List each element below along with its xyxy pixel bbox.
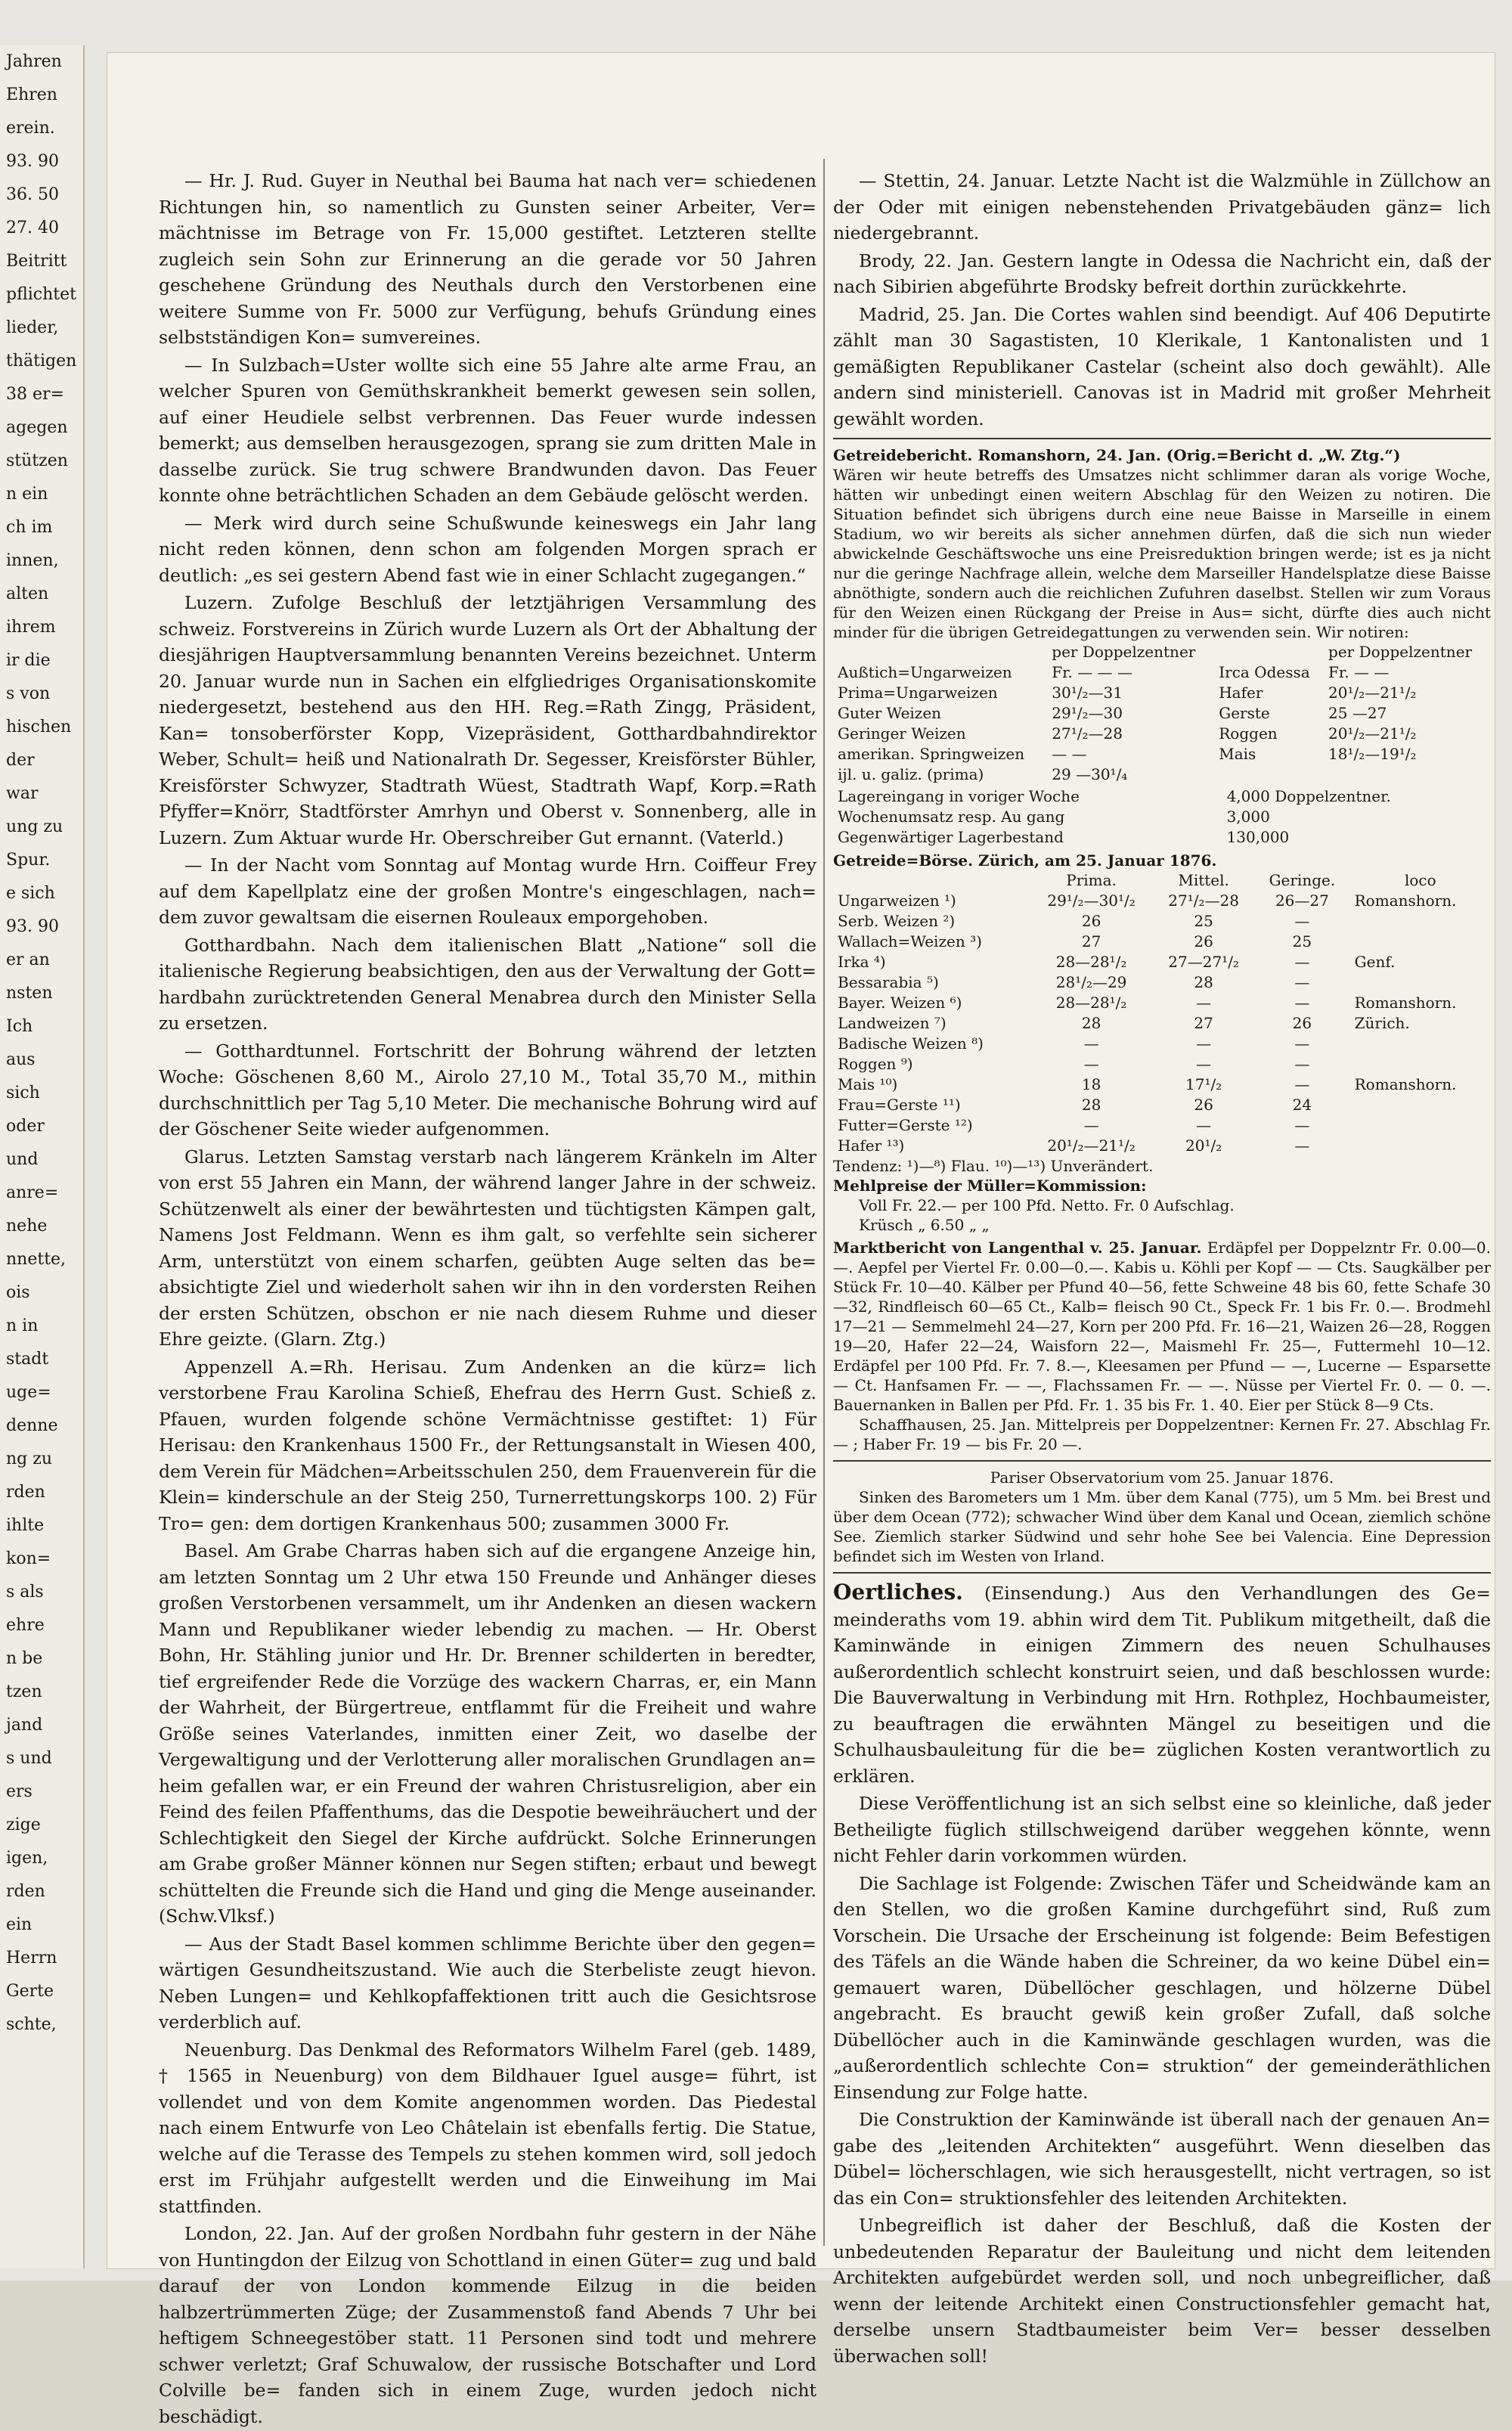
prev-page-fragment: denne — [6, 1416, 58, 1435]
bourse-grain: Landweizen ⁷) — [838, 1014, 947, 1032]
stock-row — [833, 827, 1491, 848]
article-sulzbach: — In Sulzbach=Uster wollte sich eine 55 Jahre alte arme Frau, an welcher Spuren von Gemüthskrankheit bemerkt gewesen sein sollen, auf einer Heudiele selbst verbrennen. Das Feuer wurde indessen bemerkt; aus demselben herausgezogen, sprang sie zum dritten Male in dasselbe zurück. Sie trug schwere Brandwunden davon. Das Feuer konnte ohne beträchtlichen Schaden an dem Gebäude gelöscht werden. — [159, 354, 816, 506]
bourse-row — [833, 891, 1491, 911]
bourse-price: 26 — [1081, 912, 1101, 930]
grain-price: 25 —27 — [1328, 704, 1387, 722]
prev-page-fragment: ois — [6, 1283, 30, 1302]
prev-page-fragment: Spur. — [6, 851, 51, 870]
bourse-row — [833, 1115, 1491, 1136]
prev-page-fragment: Gerte — [6, 1982, 54, 2001]
grain-name: Guter Weizen — [838, 704, 942, 722]
prev-page-fragment: ihlte — [6, 1516, 45, 1535]
prev-page-fragment: lieder, — [6, 318, 59, 337]
bourse-price: — — [1083, 1055, 1099, 1073]
bourse-price: — — [1294, 1075, 1310, 1093]
bourse-row — [833, 952, 1491, 972]
prev-page-fragment: nehe — [6, 1217, 48, 1236]
stock-label: Wochenumsatz resp. Au gang — [838, 808, 1065, 826]
prev-page-fragment: stadt — [6, 1350, 49, 1369]
bourse-row — [833, 932, 1491, 952]
markt-text: Erdäpfel per Doppelzntr Fr. 0.00—0.—. Aepfel per Viertel Fr. 0.00—0.—. Kabis u. Köhli per Kopf — — Cts. Saugkälber per Stück Fr. 10—40. Kälber per Pfund 40—56, fette Schweine 48 bis 60, fette Schafe 30—32, Rindfleisch 60—65 Ct., Kalb= fleisch 90 Ct., Speck Fr. 1 bis Fr. 0.—. Brodmehl 17—21 — Semmelmehl 24—27, Korn per 200 Pfd. Fr. 16—21, Waizen 26—28, Roggen 19—20, Hafer 22—24, Waisforn 22—, Maismehl Fr. 25—, Futtermehl 10—12. Erdäpfel per 100 Pfd. Fr. 7. 8.—, Kleesamen per Pfund — —, Lucerne — Esparsette — Ct. Hanfsamen Fr. — —, Flachssamen Fr. — —. Nüsse per Viertel Fr. 0. — 0. —. Bauernanken in Ballen per Pfd. Fr. 1. 35 bis Fr. 1. 40. Eier per Stück 8—9 Cts. — [833, 1239, 1492, 1414]
bourse-row — [833, 1095, 1491, 1115]
bourse-row — [833, 993, 1491, 1013]
bourse-price: — — [1196, 994, 1212, 1012]
grain-name: Prima=Ungarweizen — [838, 684, 998, 702]
stock-value: 4,000 Doppelzentner. — [1226, 787, 1391, 805]
prev-page-fragment: s und — [6, 1749, 52, 1768]
article-luzern: Luzern. Zufolge Beschluß der letztjährigen Versammlung des schweiz. Forstvereins in Zürich wurde Luzern als Ort der Abhaltung der diesjährigen Hauptversammlung benannten Vereins bezeichnet. Unterm 20. Januar wurde nun in Sachen ein elfgliedriges Organisationskomite niedergesetzt, bestehend aus den HH. Reg.=Rath Zingg, Präsident, Kan= tonsoberförster Kopp, Vizepräsident, Gotthardbahndirektor Weber, Schult= heiß und Nationalrath Dr. Segesser, Kreisförster Bühler, Kreisförster Schwyzer, Stadtrath Wüest, Stadtrath Wapf, Korp.=Rath Pfyffer=Knörr, Stadtförster Amrhyn und Oberst v. Sonnenberg, alle in Luzern. Zum Aktuar wurde Hr. Oberschreiber Gut ernannt. (Vaterld.) — [159, 592, 816, 848]
mehl-line-2: Krüsch „ 6.50 „ „ — [859, 1216, 990, 1234]
bourse-price: 27—27¹/₂ — [1168, 953, 1239, 971]
grain-row — [833, 764, 1491, 785]
prev-page-fragment: thätigen — [6, 352, 77, 371]
prev-page-fragment: s als — [6, 1583, 44, 1602]
prev-page-fragment: Herrn — [6, 1949, 57, 1967]
bourse-location — [1350, 1054, 1491, 1074]
bourse-location — [1350, 1095, 1491, 1115]
bourse-location: Romanshorn. — [1354, 1075, 1457, 1093]
prev-page-fragment: Beitritt — [6, 252, 67, 271]
article-coiffeur: — In der Nacht vom Sonntag auf Montag wurde Hrn. Coiffeur Frey auf dem Kapellplatz eine der großen Montre's eingeschlagen, nach= dem zuvor gewaltsam die eisernen Rouleaux emporgehoben. — [159, 854, 816, 928]
bourse-price: — — [1196, 1034, 1212, 1053]
bourse-grain: Bayer. Weizen ⁶) — [838, 994, 962, 1012]
bourse-price: 20¹/₂ — [1185, 1136, 1222, 1155]
article-stettin: — Stettin, 24. Januar. Letzte Nacht ist die Walzmühle in Züllchow an der Oder mit einigen nebenstehenden Privatgebäuden gänz= lich niedergebrannt. — [833, 170, 1491, 243]
bourse-price: 26 — [1194, 1096, 1213, 1114]
prev-page-fragment: Ehren — [6, 85, 57, 104]
previous-page-edge — [0, 45, 85, 2268]
bourse-grain: Roggen ⁹) — [838, 1055, 913, 1073]
grain-name: Gerste — [1219, 704, 1270, 722]
bourse-price: 27¹/₂—28 — [1168, 891, 1239, 910]
bourse-price: 28—28¹/₂ — [1055, 994, 1127, 1012]
article-brody: Brody, 22. Jan. Gestern langte in Odessa die Nachricht ein, daß der nach Sibirien abgeführte Brodsky befreit dorthin zurückkehrte. — [833, 250, 1491, 297]
mehl-line-1: Voll Fr. 22.— per 100 Pfd. Netto. Fr. 0 Aufschlag. — [859, 1196, 1235, 1214]
prev-page-fragment: s von — [6, 684, 51, 703]
pariser-text: Sinken des Barometers um 1 Mm. über dem Kanal (775), um 5 Mm. bei Brest und über dem Ocean (772); schwacher Wind über dem Kanal und Ocean, ziemlich schöne See. Ziemlich starker Südwind und sehr hohe See bei Valencia. Eine Depression befindet sich im Westen von Irland. — [833, 1488, 1491, 1565]
prev-page-fragment: jand — [6, 1716, 43, 1735]
prev-page-fragment: der — [6, 751, 35, 770]
bourse-row — [833, 1074, 1491, 1095]
markt-heading: Marktbericht von Langenthal v. 25. Januar. — [833, 1239, 1202, 1257]
stock-row — [833, 807, 1491, 827]
prev-page-fragment: war — [6, 784, 39, 803]
bourse-price: 26—27 — [1275, 891, 1329, 910]
article-glarus: Glarus. Letzten Samstag verstarb nach längerem Kränkeln im Alter von erst 55 Jahren ein Mann, der während langer Jahre in der schweiz. Schützenwelt als einer der bewährtesten und tüchtigsten Kämpen galt, Namens Jost Feldmann. Wenn es ihm galt, so verfehlte sein sicherer Arm, unterstützt von einem scharfen, geübten Auge selten das be= absichtigte Ziel und wiederholt sahen wir ihn in den vordersten Reihen der ersten Schützen, obschon er nie nach diesem Ruhme und dieser Ehre geizte. (Glarn. Ztg.) — [159, 1146, 816, 1350]
prev-page-fragment: innen, — [6, 551, 59, 570]
bourse-price: — — [1083, 1034, 1099, 1053]
prev-page-fragment: er an — [6, 950, 50, 969]
bourse-grain: Serb. Weizen ²) — [838, 912, 956, 930]
markt-report — [833, 1238, 1491, 1415]
bourse-row — [833, 1054, 1491, 1074]
prev-page-fragment: oder — [6, 1117, 45, 1136]
prev-page-fragment: ehre — [6, 1616, 45, 1635]
grain-price: 29¹/₂—30 — [1052, 704, 1123, 722]
prev-page-fragment: e sich — [6, 884, 55, 903]
grain-name: Hafer — [1219, 684, 1263, 702]
bourse-table — [833, 870, 1491, 1156]
article-basel-health: — Aus der Stadt Basel kommen schlimme Berichte über den gegen= wärtigen Gesundheitszustand. Wie auch die Sterbeliste zeugt hievon. Neben Lungen= und Kehlkopfaffektionen tritt auch die Gesichtsrose verderblich auf. — [159, 1933, 816, 2033]
bourse-location: Zürich. — [1354, 1014, 1410, 1032]
bourse-price: 28 — [1194, 973, 1213, 991]
stock-label: Lagereingang in voriger Woche — [838, 787, 1080, 805]
bourse-location: Romanshorn. — [1354, 994, 1457, 1012]
prev-page-fragment: rden — [6, 1483, 45, 1502]
prev-page-fragment: uge= — [6, 1383, 51, 1402]
oertliches-p3: Die Sachlage ist Folgende: Zwischen Täfer und Scheidwände kam an den Stellen, wo die großen Kamine durchgeführt sind, Ruß zum Vorschein. Die Ursache der Erscheinung ist folgende: Beim Befestigen des Täfels an die Wände haben die Schreiner, da wo keine Dübel ein= gemauert waren, Dübellöcher geschlagen, und hölzerne Dübel angebracht. Es braucht gewiß kein großer Zufall, daß solche Dübellöcher auch in die Kaminwände geschlagen wurden, was die „außerordentlich schlechte Con= struktion“ der gemeinderäthlichen Einsendung zur Folge hatte. — [833, 1872, 1491, 2103]
bourse-location — [1350, 1115, 1491, 1136]
grain-price: — — — [1052, 745, 1087, 763]
article-guyer: — Hr. J. Rud. Guyer in Neuthal bei Bauma hat nach ver= schiedenen Richtungen hin, so namentlich zu Gunsten seiner Arbeiter, Ver= mächtnisse im Betrage von Fr. 15,000 gestiftet. Letzteren stellte zugleich sein Sohn zur Erinnerung an die gerade vor 50 Jahren geschehene Gründung des Neuthals durch den Verstorbenen eine weitere Summe von Fr. 5000 zur Verfügung, behufs Gründung eines selbstständigen Kon= sumvereines. — [159, 170, 816, 348]
bourse-grain: Badische Weizen ⁸) — [838, 1034, 984, 1053]
prev-page-fragment: ng zu — [6, 1450, 53, 1468]
grain-row — [833, 683, 1491, 703]
bourse-column-header: Geringe. — [1269, 871, 1336, 889]
bourse-column-header: Prima. — [1066, 871, 1117, 889]
prev-page-fragment: hischen — [6, 718, 72, 736]
bourse-price: — — [1294, 994, 1310, 1012]
bourse-price: 28 — [1081, 1014, 1101, 1032]
bourse-price: 27 — [1081, 932, 1101, 950]
grain-price — [1324, 764, 1491, 785]
stock-value: 3,000 — [1226, 808, 1270, 826]
prev-page-fragment: n in — [6, 1316, 39, 1335]
prev-page-fragment: 36. 50 — [6, 185, 59, 204]
grain-price: 20¹/₂—21¹/₂ — [1328, 684, 1417, 702]
article-merk: — Merk wird durch seine Schußwunde keineswegs ein Jahr lang nicht reden können, denn schon am folgenden Morgen sprach er deutlich: „es sei gestern Abend fast wie in einer Schlacht zugegangen.“ — [159, 512, 816, 586]
grain-price: 27¹/₂—28 — [1052, 724, 1123, 743]
prev-page-fragment: kon= — [6, 1549, 51, 1568]
grain-price: 20¹/₂—21¹/₂ — [1328, 724, 1417, 743]
prev-page-fragment: anre= — [6, 1183, 59, 1202]
stock-label: Gegenwärtiger Lagerbestand — [838, 828, 1064, 846]
prev-page-fragment: ung zu — [6, 817, 64, 836]
bourse-column-header: Mittel. — [1178, 871, 1229, 889]
oertliches-p4: Die Construktion der Kaminwände ist überall nach der genauen An= gabe des „leitenden Architekten“ ausgeführt. Wenn dieselben das Dübel= löcherschlagen, wie sich herausgestellt, nicht vertragen, so ist das ein Con= struktionsfehler des leitenden Architekten. — [833, 2109, 1491, 2209]
grain-report-text: Wären wir heute betreffs des Umsatzes nicht schlimmer daran als vorige Woche, hätten wir unbedingt einen weitern Abschlag für den Weizen zu notiren. Die Situation befindet sich übrigens durch eine neue Baisse in Marseille in einem Stadium, wo wir bereits als sicher annehmen dürfen, daß die sich nun wieder abwickelnde Geschäftswoche uns eine Preisreduktion bringen werde; ist es ja nicht nur die geringe Nachfrage allein, welche dem Marseiller Handelsplatze diese Baisse abnöthigte, sondern auch die reichlichen Zufuhren daselbst. Stellen wir zum Voraus für den Weizen einen Rückgang der Preise in Aus= sicht, dürfte dies auch nicht minder für die übrigen Getreidegattungen zu verwenden sein. Wir notiren: — [833, 466, 1491, 641]
bourse-price: 28¹/₂—29 — [1055, 973, 1127, 991]
column-rule — [823, 159, 825, 2246]
grain-name: Geringer Weizen — [838, 724, 966, 743]
bourse-row — [833, 972, 1491, 993]
grain-row — [833, 703, 1491, 724]
prev-page-fragment: ihrem — [6, 618, 56, 637]
bourse-price: 28 — [1081, 1096, 1101, 1114]
bourse-location — [1350, 972, 1491, 993]
bourse-grain: Ungarweizen ¹) — [838, 891, 956, 910]
bourse-grain: Mais ¹⁰) — [838, 1075, 898, 1093]
bourse-price: 18 — [1081, 1075, 1101, 1093]
grain-report-heading: Getreidebericht. Romanshorn, 24. Jan. (Orig.=Bericht d. „W. Ztg.“) — [833, 446, 1401, 464]
prev-page-fragment: ers — [6, 1782, 33, 1801]
prev-page-fragment: ch im — [6, 518, 53, 537]
grain-name: Roggen — [1219, 724, 1278, 743]
bourse-price: — — [1294, 1034, 1310, 1053]
pariser-heading: Pariser Observatorium vom 25. Januar 1876. — [990, 1468, 1334, 1487]
tendenz-line: Tendenz: ¹)—⁸) Flau. ¹⁰)—¹³) Unverändert. — [833, 1157, 1154, 1175]
left-column — [159, 168, 816, 2431]
bourse-price: — — [1196, 1116, 1212, 1134]
prev-page-fragment: ein — [6, 1915, 33, 1934]
grain-price: 29 —30¹/₄ — [1052, 765, 1128, 783]
prev-page-fragment: ir die — [6, 651, 51, 670]
grain-name: ijl. u. galiz. (prima) — [838, 765, 984, 783]
prev-page-fragment: 93. 90 — [6, 917, 59, 936]
bourse-price: 26 — [1194, 932, 1213, 950]
bourse-price: 26 — [1292, 1014, 1312, 1032]
oertliches-p2: Diese Veröffentlichung ist an sich selbst eine so kleinliche, daß jeder Betheiligte füglich stillschweigend darüber weggehen könnte, wenn nicht Fehler darin vorkommen würden. — [833, 1793, 1491, 1866]
bourse-price: — — [1196, 1055, 1212, 1073]
grain-unit-right: per Doppelzentner — [1328, 643, 1473, 661]
bourse-price: 20¹/₂—21¹/₂ — [1047, 1136, 1136, 1155]
prev-page-fragment: sich — [6, 1084, 40, 1102]
bourse-grain: Hafer ¹³) — [838, 1136, 905, 1155]
grain-price: Fr. — — — [1328, 663, 1390, 681]
bourse-heading: Getreide=Börse. Zürich, am 25. Januar 1876. — [833, 851, 1217, 870]
grain-name: amerikan. Springweizen — [838, 745, 1025, 763]
bourse-price: — — [1294, 912, 1310, 930]
section-rule — [833, 1572, 1491, 1574]
grain-price: 18¹/₂—19¹/₂ — [1328, 745, 1417, 763]
prev-page-fragment: erein. — [6, 119, 55, 138]
bourse-price: 24 — [1292, 1096, 1312, 1114]
bourse-column-header: loco — [1404, 871, 1436, 889]
newspaper-page — [107, 53, 1495, 2427]
bourse-row — [833, 911, 1491, 932]
grain-name — [1214, 764, 1324, 785]
stock-table — [833, 786, 1491, 848]
grain-price: Fr. — — — — [1052, 663, 1132, 681]
prev-page-fragment: agegen — [6, 418, 68, 437]
prev-page-fragment: nsten — [6, 984, 53, 1003]
article-madrid: Madrid, 25. Jan. Die Cortes wahlen sind beendigt. Auf 406 Deputirte zählt man 30 Sagastisten, 10 Klerikale, 1 Kantonalisten und 1 gemäßigten Republikaner Castelar (scheint also doch gewählt). Alle andern sind ministeriell. Canovas ist in Madrid mit großer Mehrheit gewählt worden. — [833, 303, 1491, 429]
schaffhausen-report: Schaffhausen, 25. Jan. Mittelpreis per Doppelzentner: Kernen Fr. 27. Abschlag Fr. — ; Haber Fr. 19 — bis Fr. 20 —. — [833, 1415, 1491, 1453]
prev-page-fragment: 38 er= — [6, 385, 64, 404]
bourse-location — [1350, 1136, 1491, 1156]
grain-row — [833, 744, 1491, 764]
prev-page-fragment: igen, — [6, 1849, 48, 1868]
bourse-price: 29¹/₂—30¹/₂ — [1047, 891, 1136, 910]
prev-page-fragment: Jahren — [6, 52, 62, 71]
prev-page-fragment: Ich — [6, 1017, 33, 1036]
prev-page-fragment: stützen — [6, 451, 68, 470]
article-basel: Basel. Am Grabe Charras haben sich auf die ergangene Anzeige hin, am letzten Sonntag um 2 Uhr etwa 150 Freunde und Anhänger dieses großen Verstorbenen versammelt, um ihr Andenken an diesen wackern Mann und Republikaner wieder lebendig zu machen. — Hr. Oberst Bohn, Hr. Stähling junior und Hr. Dr. Brenner schilderten in beredter, tief ergreifender Rede die Vorzüge des wackern Charras, er, ein Mann der Wahrheit, der Bürgertreue, entflammt für die Freiheit und wahre Größe seines Vaterlandes, inmitten einer Zeit, wo daselbe der Vergewaltigung und der Verlotterung aller moralischen Grundlagen an= heim gefallen war, er ein Freund der wahren Christusreligion, aber ein Feind des feilen Pfaffenthums, das die Despotie beweihräuchert und der Schlechtigkeit den Siegel der Kirche aufdrückt. Solche Erinnerungen am Grabe großer Männer können nur Segen stiften; erbaut und bewegt schüttelten die Freunde sich die Hand und ging die Menge auseinander. (Schw.Vlksf.) — [159, 1540, 816, 1927]
oertliches-text-1: (Einsendung.) Aus den Verhandlungen des Ge= meinderaths vom 19. abhin wird dem Tit. Publikum mitgetheilt, daß die Kaminwände in einigen Zimmern des neuen Schulhauses außerordentlich schlecht konstruirt seien, und daß beschlossen wurde: Die Bauverwaltung in Verbindung mit Hrn. Rothplez, Hochbaumeister, zu beauftragen die erwähnten Mängel zu beseitigen und die Schulhausbauleitung für die be= züglichen Kosten verantwortlich zu erklären. — [833, 1583, 1491, 1787]
prev-page-fragment: aus — [6, 1050, 36, 1069]
prev-page-fragment: und — [6, 1150, 39, 1169]
right-column — [833, 168, 1491, 2371]
grain-name: Mais — [1219, 745, 1256, 763]
bourse-location: Genf. — [1354, 953, 1396, 971]
grain-price: 30¹/₂—31 — [1052, 684, 1123, 702]
section-rule — [833, 1460, 1491, 1462]
prev-page-fragment: rden — [6, 1882, 45, 1901]
bourse-location — [1350, 932, 1491, 952]
article-london: London, 22. Jan. Auf der großen Nordbahn fuhr gestern in der Nähe von Huntingdon der Eilzug von Schottland in einen Güter= zug und bald darauf der von London kommende Eilzug in die beiden halbzertrümmerten Züge; der Zusammenstoß fand Abends 7 Uhr bei heftigem Schneegestöber statt. 11 Personen sind todt und mehrere schwer verletzt; Graf Schuwalow, der russische Botschafter und Lord Colville be= fanden sich in einem Zuge, wurden jedoch nicht beschädigt. — [159, 2223, 816, 2427]
grain-unit-left: per Doppelzentner — [1052, 643, 1196, 661]
grain-price-table — [833, 642, 1491, 785]
bourse-price: — — [1083, 1116, 1099, 1134]
bourse-row — [833, 1034, 1491, 1054]
bourse-location — [1350, 911, 1491, 932]
bourse-row — [833, 1136, 1491, 1156]
grain-name: Irca Odessa — [1219, 663, 1310, 681]
bourse-grain: Wallach=Weizen ³) — [838, 932, 982, 950]
article-appenzell: Appenzell A.=Rh. Herisau. Zum Andenken an die kürz= lich verstorbene Frau Karolina Schieß, Ehefrau des Herrn Gust. Schieß z. Pfauen, wurden folgende schöne Vermächtnisse gestiftet: 1) Für Herisau: den Krankenhaus 1500 Fr., der Rettungsanstalt in Wiesen 400, dem Verein für Mädchen=Arbeitsschulen 250, dem Frauenverein für die Klein= kinderschule an der Steig 250, Turnerrettungskorps 100. 2) Für Tro= gen: dem dortigen Krankenhaus 500; zusammen 3000 Fr. — [159, 1356, 816, 1534]
bourse-price: — — [1294, 953, 1310, 971]
stock-value: 130,000 — [1226, 828, 1290, 846]
prev-page-fragment: zige — [6, 1815, 41, 1834]
oertliches-p1 — [833, 1580, 1491, 1789]
prev-page-fragment: tzen — [6, 1682, 42, 1701]
prev-page-fragment: n be — [6, 1649, 43, 1668]
bourse-price: 27 — [1194, 1014, 1213, 1032]
prev-page-fragment: alten — [6, 584, 49, 603]
prev-page-fragment: 27. 40 — [6, 219, 59, 237]
mehl-heading: Mehlpreise der Müller=Kommission: — [833, 1177, 1147, 1195]
grain-row — [833, 724, 1491, 744]
bourse-price: — — [1294, 973, 1310, 991]
article-neuenburg: Neuenburg. Das Denkmal des Reformators Wilhelm Farel (geb. 1489, † 1565 in Neuenburg) von dem Bildhauer Iguel ausge= führt, ist vollendet und von dem Komite angenommen worden. Das Piedestal nach einem Entwurfe von Leo Châtelain ist ebenfalls fertig. Die Statue, welche auf die Terasse des Tempels zu stehen kommen wird, soll jedoch erst im Frühjahr aufgestellt werden und die Einweihung im Mai stattfinden. — [159, 2039, 816, 2217]
grain-name: Außtich=Ungarweizen — [838, 663, 1012, 681]
stock-row — [833, 786, 1491, 807]
prev-page-fragment: pflichtet — [6, 285, 76, 304]
prev-page-fragment: n ein — [6, 485, 48, 504]
bourse-location: Romanshorn. — [1354, 891, 1457, 910]
prev-page-fragment: schte, — [6, 2015, 57, 2034]
bourse-price: — — [1294, 1136, 1310, 1155]
prev-page-fragment: nnette, — [6, 1250, 67, 1269]
oertliches-heading: Oertliches. — [833, 1580, 963, 1605]
bourse-price: 17¹/₂ — [1185, 1075, 1222, 1093]
section-rule — [833, 438, 1491, 439]
bourse-price: — — [1294, 1055, 1310, 1073]
bourse-grain: Irka ⁴) — [838, 953, 886, 971]
bourse-grain: Futter=Gerste ¹²) — [838, 1116, 973, 1134]
bourse-price: — — [1294, 1116, 1310, 1134]
article-gotthardbahn: Gotthardbahn. Nach dem italienischen Blatt „Natione“ soll die italienische Regierung beabsichtigen, den aus der Verwaltung der Gott= hardbahn zurücktretenden General Menabrea durch den Minister Sella zu ersetzen. — [159, 934, 816, 1034]
bourse-price: 28—28¹/₂ — [1055, 953, 1127, 971]
prev-page-fragment: 93. 90 — [6, 152, 59, 171]
bourse-grain: Frau=Gerste ¹¹) — [838, 1096, 961, 1114]
bourse-grain: Bessarabia ⁵) — [838, 973, 939, 991]
bourse-row — [833, 1013, 1491, 1034]
article-gotthardtunnel: — Gotthardtunnel. Fortschritt der Bohrung während der letzten Woche: Göschenen 8,60 M., Airolo 27,10 M., Total 35,70 M., mithin durchschnittlich per Tag 5,10 Meter. Die mechanische Bohrung wird auf der Göschener Seite wieder aufgenommen. — [159, 1040, 816, 1140]
grain-row — [833, 662, 1491, 683]
oertliches-p5: Unbegreiflich ist daher der Beschluß, daß die Kosten der unbedeutenden Reparatur der Bauleitung und nicht dem leitenden Architekten aufgebürdet werden soll, und noch unbegreiflicher, daß wenn der leitende Architekt einen Constructionsfehler gemacht hat, derselbe unsern Stadtbaumeister beim Ver= besser desselben überwachen soll! — [833, 2215, 1491, 2367]
bourse-price: 25 — [1292, 932, 1312, 950]
bourse-price: 25 — [1194, 912, 1213, 930]
bourse-location — [1350, 1034, 1491, 1054]
